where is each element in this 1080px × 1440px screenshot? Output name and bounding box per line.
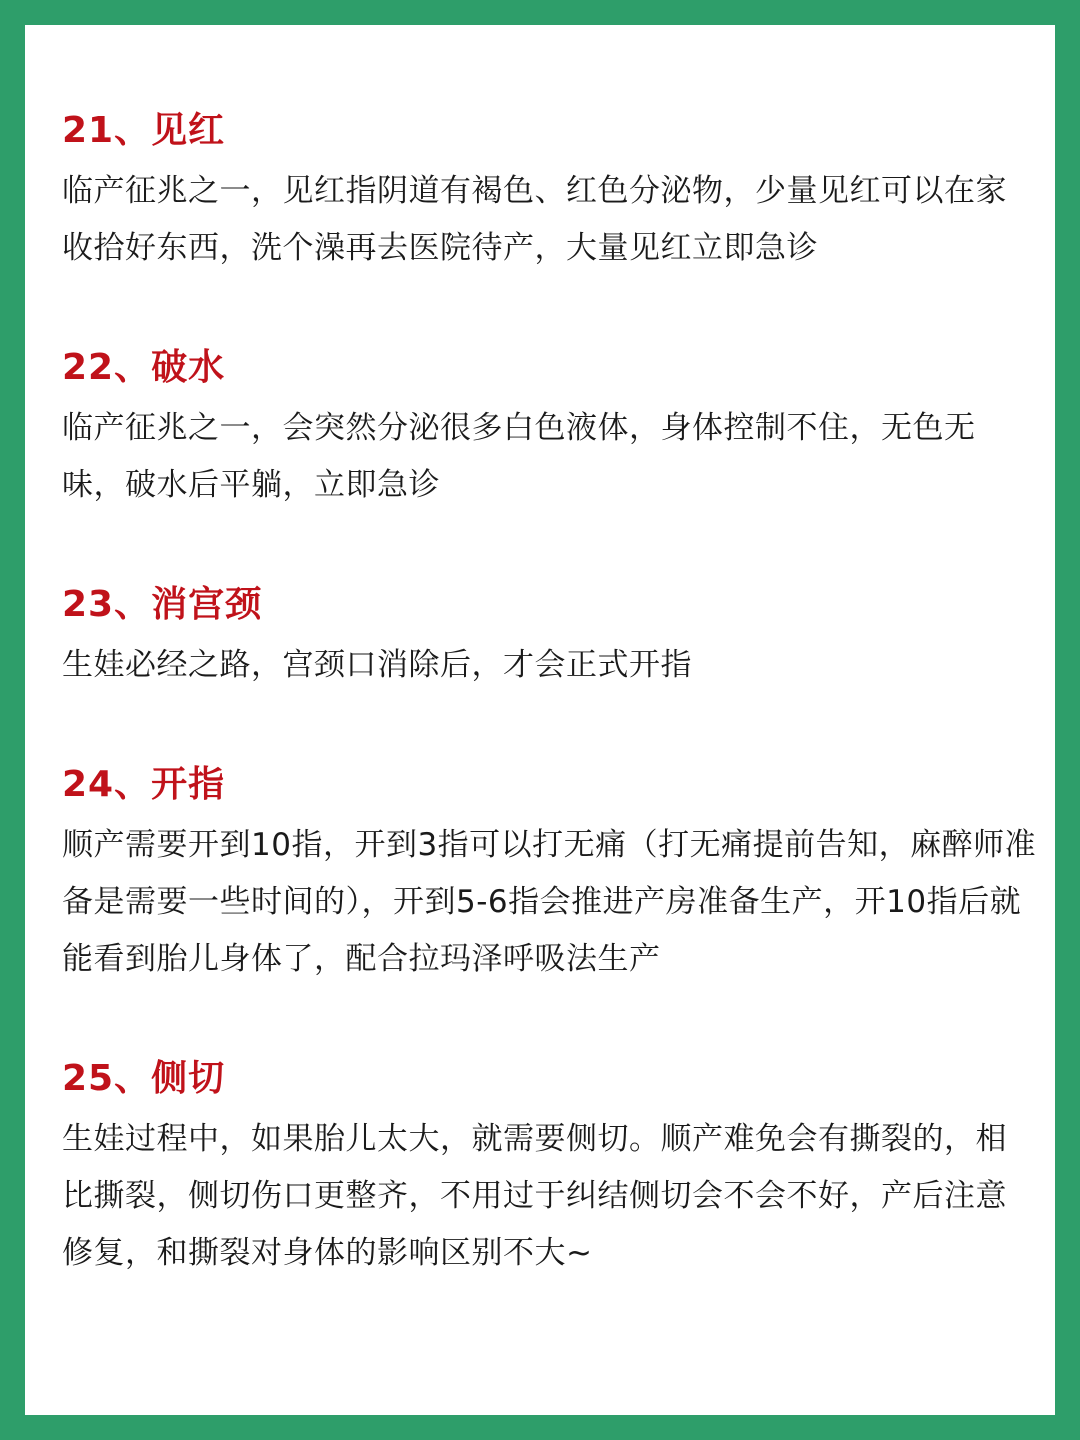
section-23: [62, 583, 1037, 694]
section-body: 生娃过程中，如果胎儿太大，就需要侧切。顺产难免会有撕裂的，相比撕裂，侧切伤口更整齐，不用过于纠结侧切会不会不好，产后注意修复，和撕裂对身体的影响区别不大~: [62, 1121, 1007, 1271]
section-title: 25、侧切: [62, 1058, 226, 1099]
section-body: 临产征兆之一，见红指阴道有褐色、红色分泌物，少量见红可以在家收拾好东西，洗个澡再去医院待产，大量见红立即急诊: [62, 173, 1007, 266]
section-25: [62, 1057, 1037, 1282]
section-24: [62, 763, 1037, 988]
section-title: 21、见红: [62, 110, 226, 151]
section-title: 22、破水: [62, 347, 226, 388]
section-22: [62, 346, 1037, 514]
section-21: [62, 109, 1037, 277]
section-body: 临产征兆之一，会突然分泌很多白色液体，身体控制不住，无色无味，破水后平躺，立即急诊: [62, 410, 976, 503]
content-card: [25, 25, 1055, 1415]
section-title: 24、开指: [62, 764, 226, 805]
section-body: 生娃必经之路，宫颈口消除后，才会正式开指: [62, 647, 692, 683]
section-title: 23、消宫颈: [62, 584, 263, 625]
section-body: 顺产需要开到10指，开到3指可以打无痛（打无痛提前告知，麻醉师准备是需要一些时间的），开到5-6指会推进产房准备生产，开10指后就能看到胎儿身体了，配合拉玛泽呼吸法生产: [62, 827, 1037, 977]
